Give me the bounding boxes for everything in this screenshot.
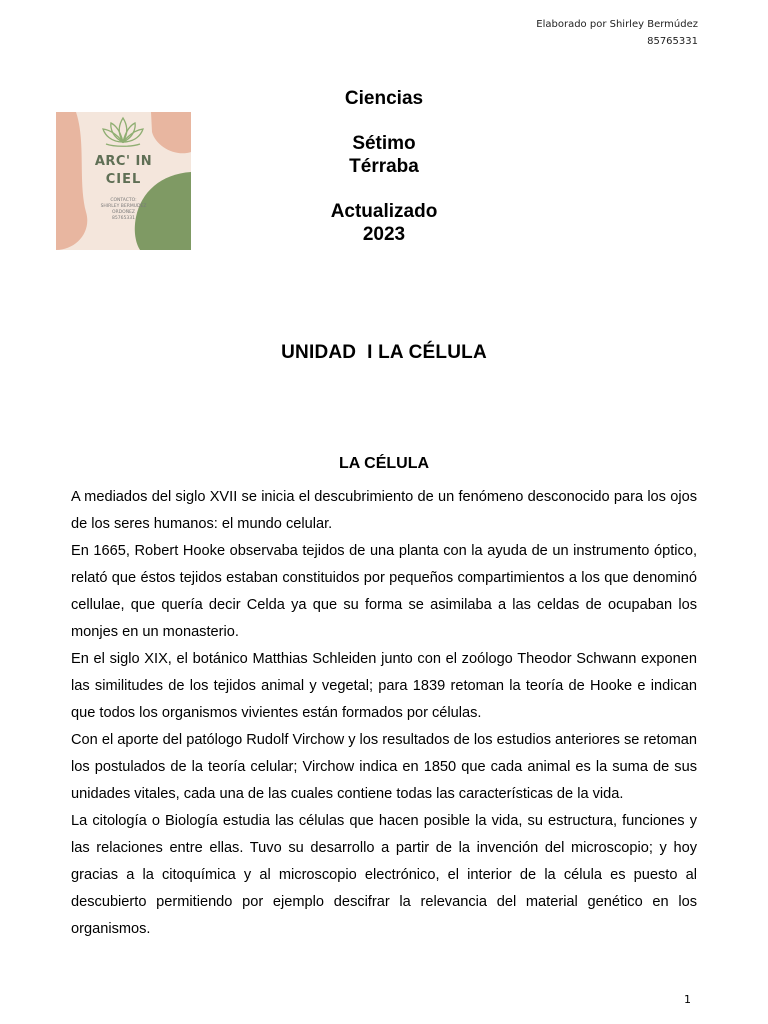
- school-title: Térraba: [349, 156, 419, 177]
- logo-contact: [56, 198, 191, 222]
- logo-contact-line: CONTACTO:: [110, 198, 137, 203]
- body-text: [71, 484, 697, 943]
- paragraph: La citología o Biología estudia las células que hacen posible la vida, su estructura, funciones y las relaciones entre ellas. Tuvo su desarrollo a partir de la invención del microscopio; y hoy gracias a la citoquímica y al microscopio electrónico, el interior de la célula es puesto al descubierto permitiendo por ejemplo descifrar la relevancia del material genético en los organismos.: [71, 813, 697, 937]
- logo-contact-line: SHIRLEY BERMUDEZ: [100, 204, 147, 209]
- header-meta: [536, 16, 698, 50]
- page-number: 1: [684, 993, 691, 1006]
- phone-line: 85765331: [647, 36, 698, 47]
- paragraph: A mediados del siglo XVII se inicia el descubrimiento de un fenómeno desconocido para los ojos de los seres humanos: el mundo celular.: [71, 489, 697, 532]
- paragraph: En el siglo XIX, el botánico Matthias Schleiden junto con el zoólogo Theodor Schwann exponen las similitudes de los tejidos animal y vegetal; para 1839 retoman la teoría de Hooke e indican que todos los organismos vivientes están formados por células.: [71, 651, 697, 721]
- subject-title: Ciencias: [344, 88, 424, 109]
- grade-title: Sétimo: [352, 133, 416, 154]
- updated-year: 2023: [362, 224, 406, 245]
- logo-brand-line1: ARC' IN: [94, 154, 153, 169]
- paragraph: Con el aporte del patólogo Rudolf Virchow y los resultados de los estudios anteriores se retoman los postulados de la teoría celular; Virchow indica en 1850 que cada animal es la suma de sus unidades vitales, cada una de las cuales contiene todas las características de la vida.: [71, 732, 697, 802]
- logo-contact-line: ORDOÑEZ: [112, 210, 135, 215]
- cover-title-block: [284, 87, 484, 246]
- logo-brand-line2: CIEL: [105, 172, 142, 187]
- author-line: Elaborado por Shirley Bermúdez: [536, 19, 698, 30]
- section-title: LA CÉLULA: [338, 455, 430, 472]
- paragraph: En 1665, Robert Hooke observaba tejidos de una planta con la ayuda de un instrumento óptico, relató que éstos tejidos estaban constituidos por pequeños compartimientos a los que denominó cellulae, que quería decir Celda ya que su forma se asimilaba a las celdas de ocupaban los monjes en un monasterio.: [71, 543, 697, 640]
- arc-in-ciel-logo: [56, 112, 191, 250]
- updated-label: Actualizado: [330, 201, 438, 222]
- logo-contact-line: 85765331: [112, 216, 135, 221]
- unit-title: UNIDAD I LA CÉLULA: [281, 342, 487, 363]
